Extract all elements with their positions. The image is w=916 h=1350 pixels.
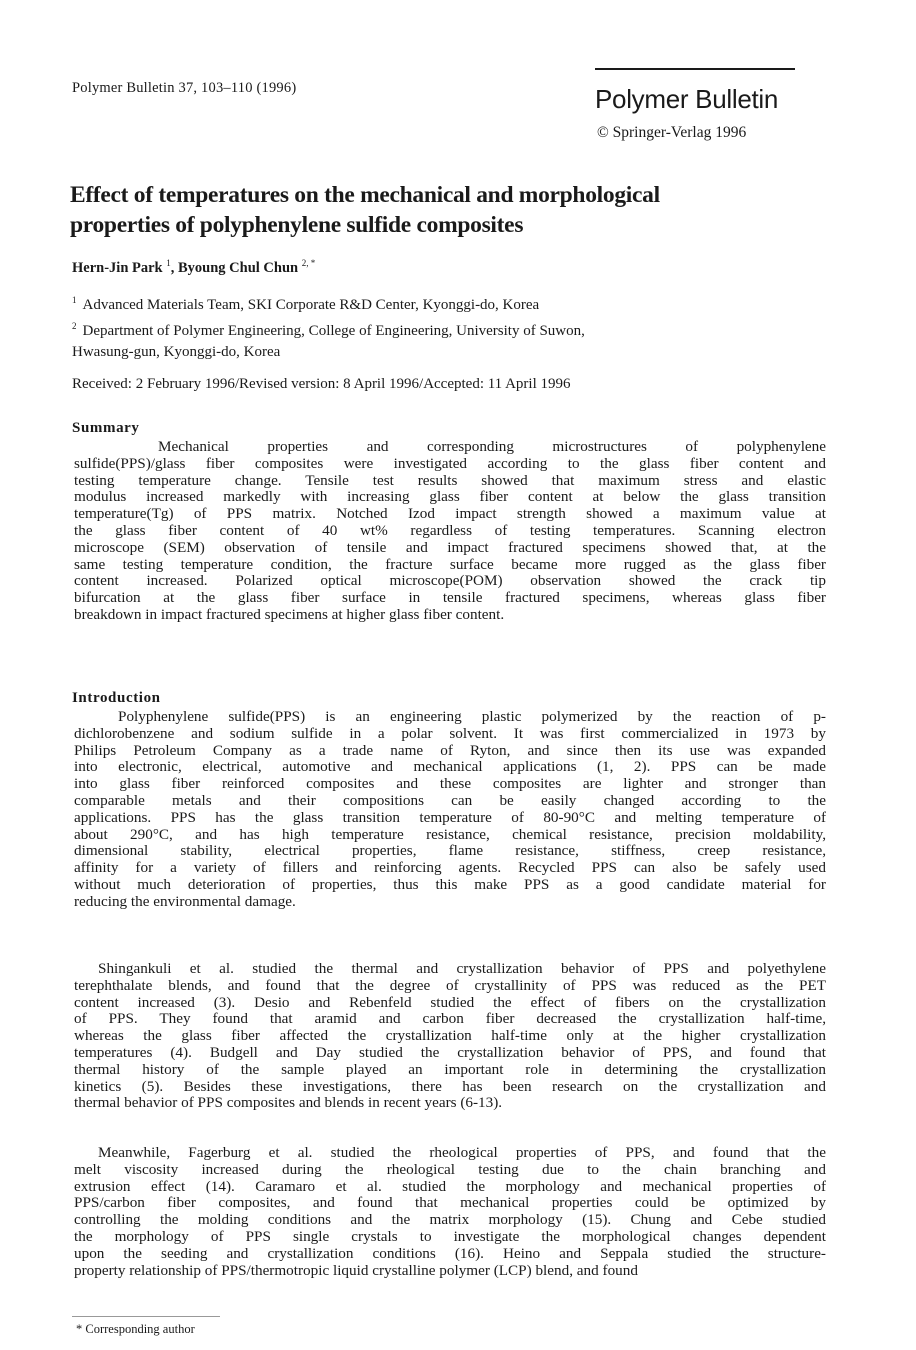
footnote-divider — [72, 1316, 220, 1317]
title-line-2: properties of polyphenylene sulfide composites — [70, 212, 524, 238]
journal-reference: Polymer Bulletin 37, 103–110 (1996) — [72, 80, 297, 96]
footnote-corresponding-author: * Corresponding author — [76, 1322, 195, 1336]
title-line-1: Effect of temperatures on the mechanical and morphological — [70, 182, 660, 208]
text-line: whereas the glass fiber affected the crystallization half-time only at the higher crystallization — [74, 1028, 826, 1045]
text-line: Polyphenylene sulfide(PPS) is an engineering plastic polymerized by the reaction of p- — [118, 709, 826, 725]
text-line: Meanwhile, Fagerburg et al. studied the rheological properties of PPS, and found that the — [98, 1145, 826, 1161]
text-line: applications. PPS has the glass transition temperature of 80-90°C and melting temperature of — [74, 809, 826, 826]
text-line: kinetics (5). Besides these investigations, there has been research on the crystallization and — [74, 1078, 826, 1095]
text-line: property relationship of PPS/thermotropic liquid crystalline polymer (LCP) blend, and found — [74, 1262, 638, 1279]
text-line: modulus increased markedly with increasing glass fiber content at below the glass transition — [74, 489, 826, 506]
text-line: testing temperature change. Tensile test results showed that maximum stress and elastic — [74, 472, 826, 489]
text-line: content increased (3). Desio and Rebenfeld studied the effect of fibers on the crystallization — [74, 994, 826, 1011]
introduction-heading: Introduction — [72, 690, 161, 706]
text-line: Mechanical properties and corresponding microstructures of polyphenylene — [158, 439, 826, 455]
text-line: breakdown in impact fractured specimens at higher glass fiber content. — [74, 606, 505, 623]
text-line: into glass fiber reinforced composites and these composites are lighter and stronger than — [74, 776, 826, 793]
text-line: thermal history of the sample played an important role in determining the crystallization — [74, 1061, 826, 1078]
affiliation-2-text-line-2: Hwasung-gun, Kyonggi-do, Korea — [72, 344, 281, 360]
text-line: comparable metals and their compositions can be easily changed according to the — [74, 792, 826, 809]
author-list — [72, 258, 315, 277]
author-2-affil-mark: 2, * — [301, 258, 316, 268]
author-separator: , — [170, 259, 178, 276]
text-line: about 290°C, and has high temperature resistance, chemical resistance, precision moldability, — [74, 826, 826, 843]
text-line: terephthalate blends, and found that the degree of crystallinity of PPS was reduced as the PET — [74, 977, 826, 994]
affiliations — [72, 290, 852, 363]
text-line: temperatures (4). Budgell and Day studied the crystallization behavior of PPS, and found that — [74, 1044, 826, 1061]
paper-title — [70, 180, 850, 240]
text-line: reducing the environmental damage. — [74, 893, 296, 910]
affiliation-2-text-line-1: Department of Polymer Engineering, College of Engineering, University of Suwon, — [82, 323, 585, 339]
text-line: without much deterioration of properties, thus this make PPS as a good candidate material for — [74, 876, 826, 893]
introduction-paragraph-1 — [74, 709, 826, 911]
affiliation-2-number: 2 — [72, 321, 77, 331]
author-1: Hern-Jin Park — [72, 259, 163, 276]
text-line: extrusion effect (14). Caramaro et al. studied the morphology and mechanical properties of — [74, 1178, 826, 1195]
affiliation-1-text: Advanced Materials Team, SKI Corporate R&D Center, Kyonggi-do, Korea — [82, 297, 540, 313]
text-line: affinity for a variety of fillers and reinforcing agents. Recycled PPS can also be safely used — [74, 860, 826, 877]
text-line: dichlorobenzene and sodium sulfide in a polar solvent. It was first commercialized in 1973 by — [74, 725, 826, 742]
text-line: controlling the molding conditions and the matrix morphology (15). Chung and Cebe studied — [74, 1212, 826, 1229]
affiliation-1-number: 1 — [72, 295, 77, 305]
text-line: the glass fiber content of 40 wt% regardless of testing temperatures. Scanning electron — [74, 522, 826, 539]
text-line: content increased. Polarized optical microscope(POM) observation showed the crack tip — [74, 573, 826, 590]
text-line: the morphology of PPS single crystals to investigate the morphological changes dependent — [74, 1228, 826, 1245]
affiliation-1 — [72, 290, 852, 316]
text-line: PPS/carbon fiber composites, and found that mechanical properties could be optimized by — [74, 1195, 826, 1212]
text-line: sulfide(PPS)/glass fiber composites were investigated according to the glass fiber content and — [74, 455, 826, 472]
received-dates: Received: 2 February 1996/Revised version: 8 April 1996/Accepted: 11 April 1996 — [72, 376, 571, 392]
summary-paragraph — [74, 439, 826, 624]
text-line: thermal behavior of PPS composites and blends in recent years (6-13). — [74, 1095, 503, 1112]
text-line: upon the seeding and crystallization conditions (16). Heino and Seppala studied the structure- — [74, 1245, 826, 1262]
text-line: microscope (SEM) observation of tensile and impact fractured specimens showed that, at the — [74, 539, 826, 556]
affiliation-2 — [72, 316, 852, 342]
journal-name: Polymer Bulletin — [595, 84, 779, 114]
copyright-notice: © Springer-Verlag 1996 — [597, 124, 747, 141]
journal-brand — [595, 68, 795, 142]
text-line: into electronic, electrical, automotive and mechanical applications (1, 2). PPS can be made — [74, 759, 826, 776]
introduction-paragraph-3 — [74, 1145, 826, 1279]
text-line: dimensional stability, electrical properties, flame resistance, stiffness, creep resistance, — [74, 843, 826, 860]
text-line: Shingankuli et al. studied the thermal and crystallization behavior of PPS and polyethylene — [98, 961, 826, 977]
introduction-paragraph-2 — [74, 961, 826, 1112]
text-line: temperature(Tg) of PPS matrix. Notched Izod impact strength showed a maximum value at — [74, 506, 826, 523]
author-2: Byoung Chul Chun — [178, 259, 299, 276]
author-1-affil-mark: 1 — [166, 258, 171, 268]
text-line: melt viscosity increased during the rheological testing due to the chain branching and — [74, 1161, 826, 1178]
summary-heading: Summary — [72, 420, 140, 436]
text-line: of PPS. They found that aramid and carbon fiber decreased the crystallization half-time, — [74, 1011, 826, 1028]
text-line: bifurcation at the glass fiber surface in tensile fractured specimens, whereas glass fiber — [74, 590, 826, 607]
text-line: Philips Petroleum Company as a trade name of Ryton, and since then its use was expanded — [74, 742, 826, 759]
text-line: same testing temperature condition, the fracture surface became more rugged as the glass fiber — [74, 556, 826, 573]
